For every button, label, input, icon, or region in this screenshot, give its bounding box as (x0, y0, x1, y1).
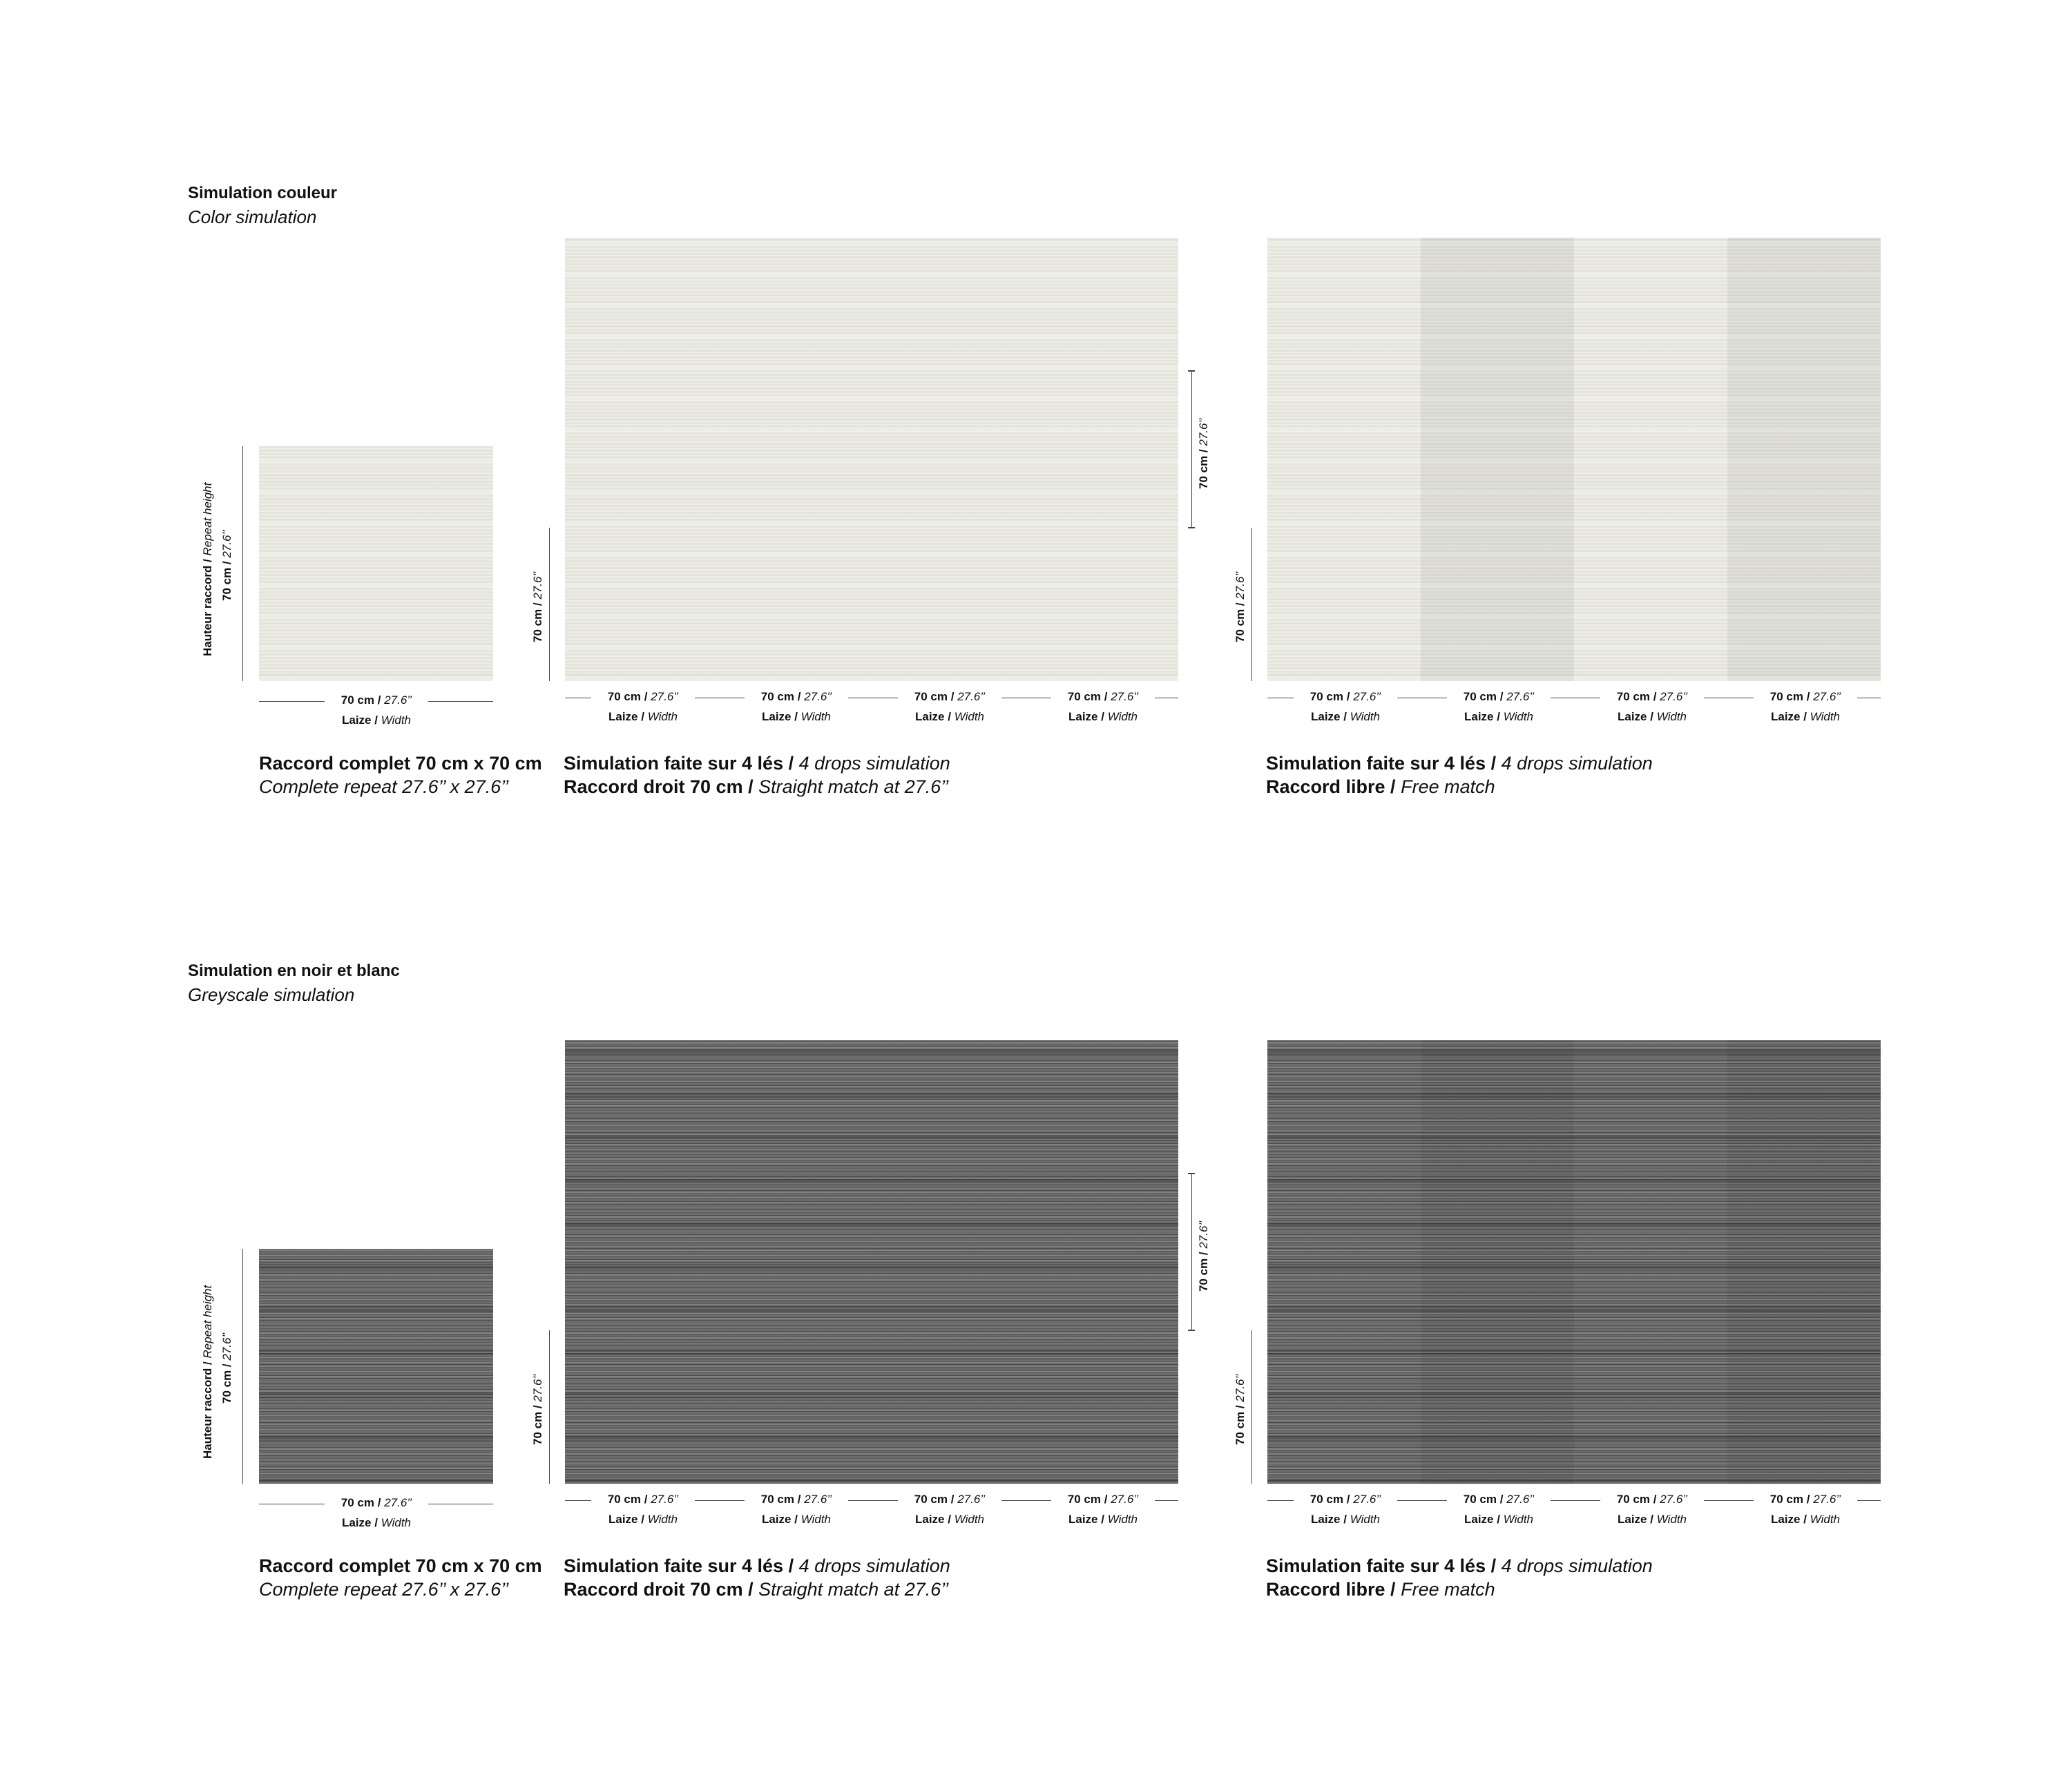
height-value: 70 cm / 27.6’’ (1197, 1220, 1210, 1292)
width-label: Laize / Width (914, 710, 984, 723)
tick (1188, 1330, 1195, 1331)
width-label: Laize / Width (1464, 710, 1533, 723)
width-value: 70 cm / 27.6’’ (898, 1492, 1001, 1507)
straight-match-swatch (565, 1040, 1178, 1484)
repeat-height-label: Hauteur raccord / Repeat height (201, 1285, 214, 1459)
width-label: Laize / Width (1068, 1513, 1138, 1526)
width-value: 70 cm / 27.6’’ (1600, 689, 1704, 705)
height-value: 70 cm / 27.6’’ (1234, 571, 1247, 642)
width-value: 70 cm / 27.6’’ (325, 693, 428, 708)
width-value: 70 cm / 27.6’’ (1447, 689, 1551, 705)
straight-caption-line2: Raccord droit 70 cm / Straight match at 27.6’’ (564, 1579, 949, 1600)
drop-panel (1421, 238, 1574, 681)
width-value: 70 cm / 27.6’’ (1051, 1492, 1155, 1507)
free-match-swatch (1267, 1040, 1881, 1484)
repeat-offset-line (1191, 1173, 1192, 1330)
single-caption-line1: Raccord complet 70 cm x 70 cm (259, 753, 542, 774)
straight-caption-line1: Simulation faite sur 4 lés / 4 drops simulation (564, 1555, 950, 1576)
drop-panel (1727, 1040, 1881, 1484)
straight-caption-line2: Raccord droit 70 cm / Straight match at 27.6’’ (564, 776, 949, 797)
width-label: Laize / Width (1617, 710, 1687, 723)
height-dimension-line (549, 528, 550, 681)
width-value: 70 cm / 27.6’’ (1051, 689, 1155, 705)
tick (1188, 527, 1195, 528)
width-label: Laize / Width (1617, 1513, 1687, 1526)
width-label: Laize / Width (608, 1513, 678, 1526)
width-value: 70 cm / 27.6’’ (745, 689, 848, 705)
single-repeat-swatch (259, 1249, 493, 1484)
single-repeat-swatch (259, 446, 493, 681)
width-value: 70 cm / 27.6’’ (325, 1495, 428, 1511)
height-dimension-line (549, 1330, 550, 1484)
repeat-offset-line (1191, 370, 1192, 528)
width-value: 70 cm / 27.6’’ (1294, 689, 1397, 705)
section-title: Simulation couleur (188, 184, 338, 202)
height-dimension-line (242, 1249, 243, 1484)
width-label: Laize / Width (1464, 1513, 1533, 1526)
drop-panel (1727, 238, 1881, 681)
free-caption-line2: Raccord libre / Free match (1266, 1579, 1495, 1600)
single-caption-line1: Raccord complet 70 cm x 70 cm (259, 1555, 542, 1576)
width-label: Laize / Width (1770, 1513, 1840, 1526)
section-title: Simulation en noir et blanc (188, 961, 400, 980)
width-label: Laize / Width (1770, 710, 1840, 723)
free-caption-line1: Simulation faite sur 4 lés / 4 drops simulation (1266, 1555, 1653, 1576)
width-label: Laize / Width (1310, 710, 1380, 723)
width-label: Laize / Width (608, 710, 678, 723)
height-dimension-line (1251, 1330, 1252, 1484)
straight-match-swatch (565, 238, 1178, 681)
tick (1188, 370, 1195, 372)
free-caption-line2: Raccord libre / Free match (1266, 776, 1495, 797)
section-subtitle: Color simulation (188, 207, 317, 227)
straight-caption-line1: Simulation faite sur 4 lés / 4 drops simulation (564, 753, 950, 774)
width-label: Laize / Width (1310, 1513, 1380, 1526)
drop-panel (1421, 1040, 1574, 1484)
tick (1188, 1173, 1195, 1174)
repeat-height-label: Hauteur raccord / Repeat height (201, 482, 214, 656)
height-dimension-line (242, 446, 243, 681)
width-value: 70 cm / 27.6’’ (1294, 1492, 1397, 1507)
repeat-height-value: 70 cm / 27.6’’ (220, 530, 233, 601)
width-label: Laize / Width (341, 1516, 411, 1529)
width-value: 70 cm / 27.6’’ (1447, 1492, 1551, 1507)
width-value: 70 cm / 27.6’’ (591, 1492, 695, 1507)
width-label: Laize / Width (914, 1513, 984, 1526)
width-value: 70 cm / 27.6’’ (1754, 1492, 1857, 1507)
width-label: Laize / Width (761, 1513, 831, 1526)
height-value: 70 cm / 27.6’’ (1197, 418, 1210, 489)
single-caption-line2: Complete repeat 27.6’’ x 27.6’’ (259, 1579, 509, 1600)
free-match-swatch (1267, 238, 1881, 681)
height-value: 70 cm / 27.6’’ (531, 571, 544, 642)
free-caption-line1: Simulation faite sur 4 lés / 4 drops simulation (1266, 753, 1653, 774)
width-label: Laize / Width (341, 714, 411, 727)
width-value: 70 cm / 27.6’’ (1600, 1492, 1704, 1507)
height-dimension-line (1251, 528, 1252, 681)
height-value: 70 cm / 27.6’’ (1234, 1374, 1247, 1445)
width-value: 70 cm / 27.6’’ (745, 1492, 848, 1507)
section-subtitle: Greyscale simulation (188, 984, 355, 1005)
width-value: 70 cm / 27.6’’ (591, 689, 695, 705)
single-caption-line2: Complete repeat 27.6’’ x 27.6’’ (259, 776, 509, 797)
repeat-height-value: 70 cm / 27.6’’ (220, 1332, 233, 1404)
width-value: 70 cm / 27.6’’ (1754, 689, 1857, 705)
width-value: 70 cm / 27.6’’ (898, 689, 1001, 705)
width-label: Laize / Width (1068, 710, 1138, 723)
height-value: 70 cm / 27.6’’ (531, 1374, 544, 1445)
width-label: Laize / Width (761, 710, 831, 723)
